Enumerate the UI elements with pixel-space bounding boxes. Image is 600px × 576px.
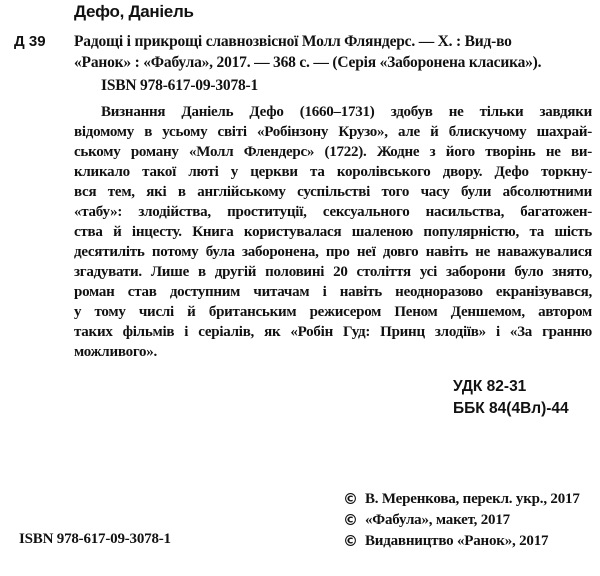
annotation-line: кликало такої люті у церкви та королівського двору. Дефо торкну-	[74, 164, 592, 180]
copyright-line	[343, 489, 580, 510]
classification-block	[453, 376, 569, 420]
annotation-line: ському роману «Молл Флендерс» (1722). Жодне з його творінь не ви-	[74, 144, 592, 160]
copyright-text: «Фабула», макет, 2017	[365, 512, 510, 528]
annotation-line: згадувати. Лише в другій половині 20 століття усі заборони було знято,	[74, 264, 592, 280]
copyright-icon: ©	[343, 532, 358, 550]
udk-code: УДК 82-31	[453, 378, 527, 395]
annotation-line: роман став доступним читачам і навіть неодноразово екранізувався,	[74, 284, 592, 300]
copyright-icon: ©	[343, 490, 358, 508]
title-block	[74, 31, 594, 73]
annotation-line: можливого».	[74, 344, 158, 360]
annotation-line: «табу»: злодійства, проституції, сексуального насильства, багатожен-	[74, 204, 592, 220]
isbn-bottom: ISBN 978-617-09-3078-1	[19, 531, 171, 547]
annotation-line: відомому в усьому світі «Робінзону Крузо», але й блискучому шахрай-	[74, 124, 592, 140]
class-code: Д 39	[14, 33, 46, 50]
title-line: Радощі і прикрощі славнозвісної Молл Фляндерс. — Х. : Вид-во	[74, 33, 512, 50]
copyright-text: Видавництво «Ранок», 2017	[365, 533, 549, 549]
annotation-line: таких фільмів і серіалів, як «Робін Гуд: Принц злодіїв» і «За гранню	[74, 324, 592, 340]
copyright-block	[343, 489, 580, 552]
copyright-line	[343, 510, 580, 531]
annotation	[74, 102, 592, 362]
isbn-main: ISBN 978-617-09-3078-1	[101, 77, 259, 94]
copyright-icon: ©	[343, 511, 358, 529]
annotation-line: у тому числі й британським режисером Пеном Деншемом, автором	[74, 304, 592, 320]
annotation-line: Визнання Даніель Дефо (1660–1731) здобув не тільки завдяки	[101, 104, 592, 120]
copyright-text: В. Меренкова, перекл. укр., 2017	[365, 491, 580, 507]
annotation-line: десятиліть потому була заборонена, про неї довго навіть не наважувалися	[74, 244, 592, 260]
bbk-code: ББК 84(4Вл)-44	[453, 400, 569, 417]
annotation-line: ства й інцесту. Книга користувалася шаленою популярністю, та шість	[74, 224, 592, 240]
title-line: «Ранок» : «Фабула», 2017. — 368 с. — (Серія «Заборонена класика»).	[74, 54, 542, 71]
copyright-line	[343, 531, 580, 552]
annotation-line: вся тем, які в англійському суспільстві того часу були абсолютними	[74, 184, 592, 200]
author-name: Дефо, Даніель	[74, 2, 194, 21]
